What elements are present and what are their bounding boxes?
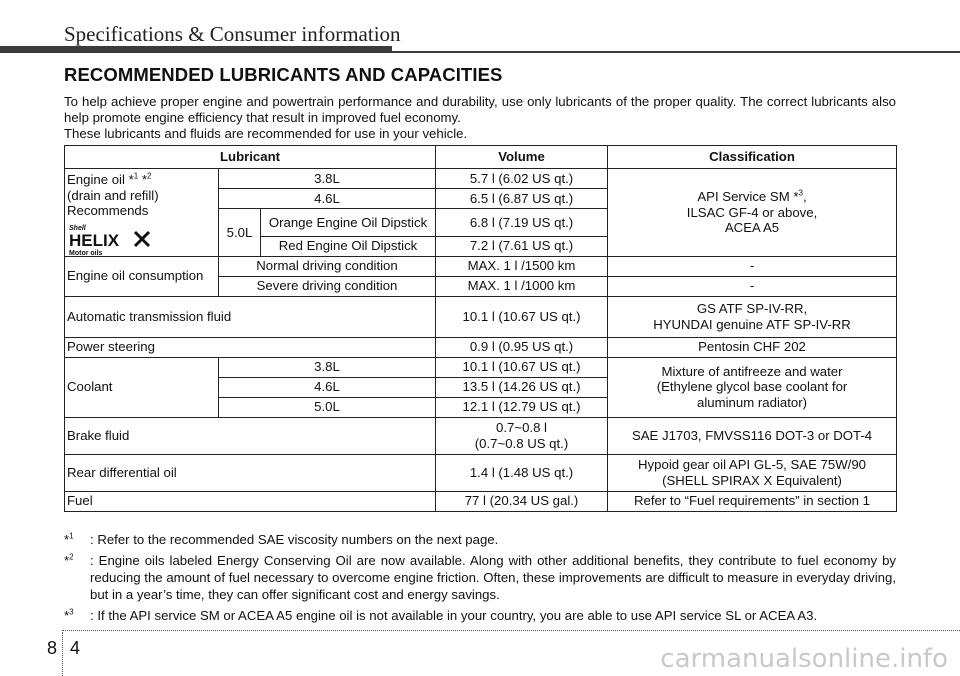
coolant-5.0l: 5.0L xyxy=(219,397,436,417)
svg-text:Shell: Shell xyxy=(69,224,86,232)
engine-oil-3.8l-volume: 5.7 l (6.02 US qt.) xyxy=(436,169,608,189)
table-row xyxy=(65,417,897,454)
rear-diff-volume: 1.4 l (1.48 US qt.) xyxy=(436,454,608,491)
rear-diff-class: Hypoid gear oil API GL-5, SAE 75W/90 (SHELL SPIRAX X Equivalent) xyxy=(608,454,897,491)
intro-text xyxy=(64,94,896,142)
normal-driving-label: Normal driving condition xyxy=(219,256,436,276)
header-volume: Volume xyxy=(436,146,608,169)
footnotes xyxy=(64,531,896,628)
coolant-3.8l-volume: 10.1 l (10.67 US qt.) xyxy=(436,357,608,377)
footnote-2: *$^2$ : Engine oils labeled Energy Conserving Oil are now available. Along with other additional benefits, they contribute to fuel economy by reducing the amount of fuel necessary to overcome engine friction. Often, these improvements are difficult to measure in everyday driving, but in a year’s time, they can offer significant cost and energy savings. xyxy=(64,552,896,602)
engine-oil-4.6l-volume: 6.5 l (6.87 US qt.) xyxy=(436,189,608,209)
fuel-class: Refer to “Fuel requirements” in section 1 xyxy=(608,491,897,511)
coolant-classification: Mixture of antifreeze and water (Ethylene glycol base coolant for aluminum radiator) xyxy=(608,357,897,417)
brake-fluid-volume: 0.7~0.8 l (0.7~0.8 US qt.) xyxy=(436,417,608,454)
atf-classification: GS ATF SP-IV-RR, HYUNDAI genuine ATF SP-IV-RR xyxy=(608,296,897,337)
engine-oil-classification: API Service SM *$^3$, ILSAC GF-4 or above, ACEA A5 xyxy=(608,169,897,257)
table-row xyxy=(65,296,897,337)
power-steering-label: Power steering xyxy=(65,337,436,357)
engine-oil-label: Engine oil *$^1$ *$^2$ xyxy=(67,171,152,187)
section-title: RECOMMENDED LUBRICANTS AND CAPACITIES xyxy=(64,64,503,85)
atf-volume: 10.1 l (10.67 US qt.) xyxy=(436,296,608,337)
coolant-4.6l: 4.6L xyxy=(219,377,436,397)
shell-helix-logo xyxy=(67,222,151,256)
intro-paragraph-2: These lubricants and fluids are recommended for use in your vehicle. xyxy=(64,126,468,141)
intro-paragraph-1: To help achieve proper engine and powertrain performance and durability, use only lubricants of the proper quality. The correct lubricants also help promote engine efficiency that result in improved fuel economy. xyxy=(64,94,896,125)
table-row xyxy=(65,337,897,357)
atf-label: Automatic transmission fluid xyxy=(65,296,436,337)
table-row xyxy=(65,491,897,511)
fuel-volume: 77 l (20.34 US gal.) xyxy=(436,491,608,511)
table-row xyxy=(65,357,897,377)
normal-driving-volume: MAX. 1 l /1500 km xyxy=(436,256,608,276)
coolant-4.6l-volume: 13.5 l (14.26 US qt.) xyxy=(436,377,608,397)
svg-text:Motor oils: Motor oils xyxy=(69,249,103,256)
lubricants-table xyxy=(64,145,897,512)
red-dipstick-label: Red Engine Oil Dipstick xyxy=(261,236,436,256)
engine-oil-label-cell xyxy=(65,169,219,257)
fuel-label: Fuel xyxy=(65,491,436,511)
engine-oil-5.0l: 5.0L xyxy=(219,209,261,257)
brake-fluid-class: SAE J1703, FMVSS116 DOT-3 or DOT-4 xyxy=(608,417,897,454)
orange-dipstick-volume: 6.8 l (7.19 US qt.) xyxy=(436,209,608,237)
page-number: 4 xyxy=(70,638,81,658)
engine-oil-drain-label: (drain and refill) xyxy=(67,187,159,203)
page-number-section: 8 xyxy=(47,638,58,658)
table-row xyxy=(65,169,897,189)
footnote-3: *$^3$ : If the API service SM or ACEA A5 engine oil is not available in your country, you are able to use API service SL or ACEA A3. xyxy=(64,607,818,623)
coolant-label: Coolant xyxy=(65,357,219,417)
normal-driving-class: - xyxy=(608,256,897,276)
engine-oil-3.8l: 3.8L xyxy=(219,169,436,189)
orange-dipstick-label: Orange Engine Oil Dipstick xyxy=(261,209,436,237)
footnote-1: *$^1$ : Refer to the recommended SAE viscosity numbers on the next page. xyxy=(64,531,499,547)
header-lubricant: Lubricant xyxy=(65,146,436,169)
coolant-3.8l: 3.8L xyxy=(219,357,436,377)
engine-oil-recommends-label: Recommends xyxy=(67,203,149,218)
severe-driving-class: - xyxy=(608,276,897,296)
severe-driving-volume: MAX. 1 l /1000 km xyxy=(436,276,608,296)
watermark: carmanualsonline.info xyxy=(660,644,948,674)
page-footer xyxy=(0,622,960,676)
table-row xyxy=(65,454,897,491)
svg-text:HELIX: HELIX xyxy=(69,230,120,250)
red-dipstick-volume: 7.2 l (7.61 US qt.) xyxy=(436,236,608,256)
coolant-5.0l-volume: 12.1 l (12.79 US qt.) xyxy=(436,397,608,417)
header-rule xyxy=(0,46,960,56)
rear-diff-label: Rear differential oil xyxy=(65,454,436,491)
consumption-label: Engine oil consumption xyxy=(65,256,219,296)
power-steering-class: Pentosin CHF 202 xyxy=(608,337,897,357)
table-row xyxy=(65,256,897,276)
running-header: Specifications & Consumer information xyxy=(64,22,401,46)
brake-fluid-label: Brake fluid xyxy=(65,417,436,454)
header-classification: Classification xyxy=(608,146,897,169)
severe-driving-label: Severe driving condition xyxy=(219,276,436,296)
engine-oil-4.6l: 4.6L xyxy=(219,189,436,209)
power-steering-volume: 0.9 l (0.95 US qt.) xyxy=(436,337,608,357)
table-header-row xyxy=(65,146,897,169)
